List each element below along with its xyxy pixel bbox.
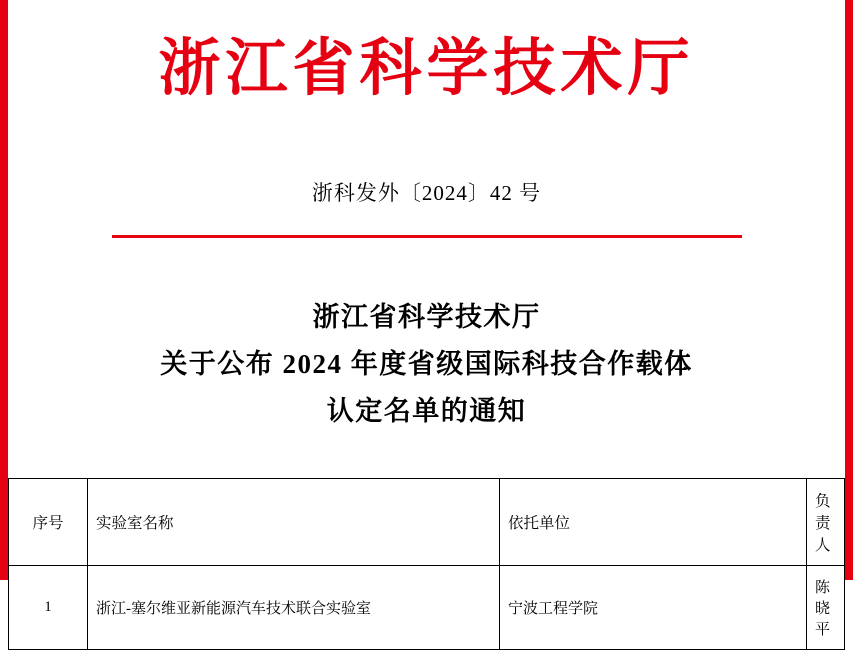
left-red-edge-bar	[0, 0, 8, 580]
cell-lab: 浙江-塞尔维亚新能源汽车技术联合实验室	[88, 566, 500, 650]
column-header-no: 序号	[9, 479, 88, 566]
laboratory-list-table-wrapper	[8, 478, 845, 650]
table-header	[9, 479, 845, 566]
cell-org: 宁波工程学院	[500, 566, 807, 650]
table-body	[9, 566, 845, 650]
laboratory-list-table	[8, 478, 845, 650]
title-line-3: 认定名单的通知	[326, 396, 527, 427]
column-header-person: 负责人	[807, 479, 845, 566]
cell-person: 陈晓平	[807, 566, 845, 650]
column-header-org: 依托单位	[500, 479, 807, 566]
right-red-edge-bar	[845, 0, 853, 580]
masthead	[8, 0, 845, 105]
title-line-1: 浙江省科学技术厅	[312, 301, 541, 332]
title-block	[8, 294, 845, 436]
table-header-row	[9, 479, 845, 566]
red-separator-rule	[112, 235, 742, 238]
column-header-lab: 实验室名称	[88, 479, 500, 566]
cell-no: 1	[9, 566, 88, 650]
table-row	[9, 566, 845, 650]
issuing-authority-title: 浙江省科学技术厅	[158, 35, 695, 103]
title-line-2: 关于公布 2024 年度省级国际科技合作载体	[160, 349, 693, 380]
document-number: 浙科发外〔2024〕42 号	[311, 181, 542, 206]
